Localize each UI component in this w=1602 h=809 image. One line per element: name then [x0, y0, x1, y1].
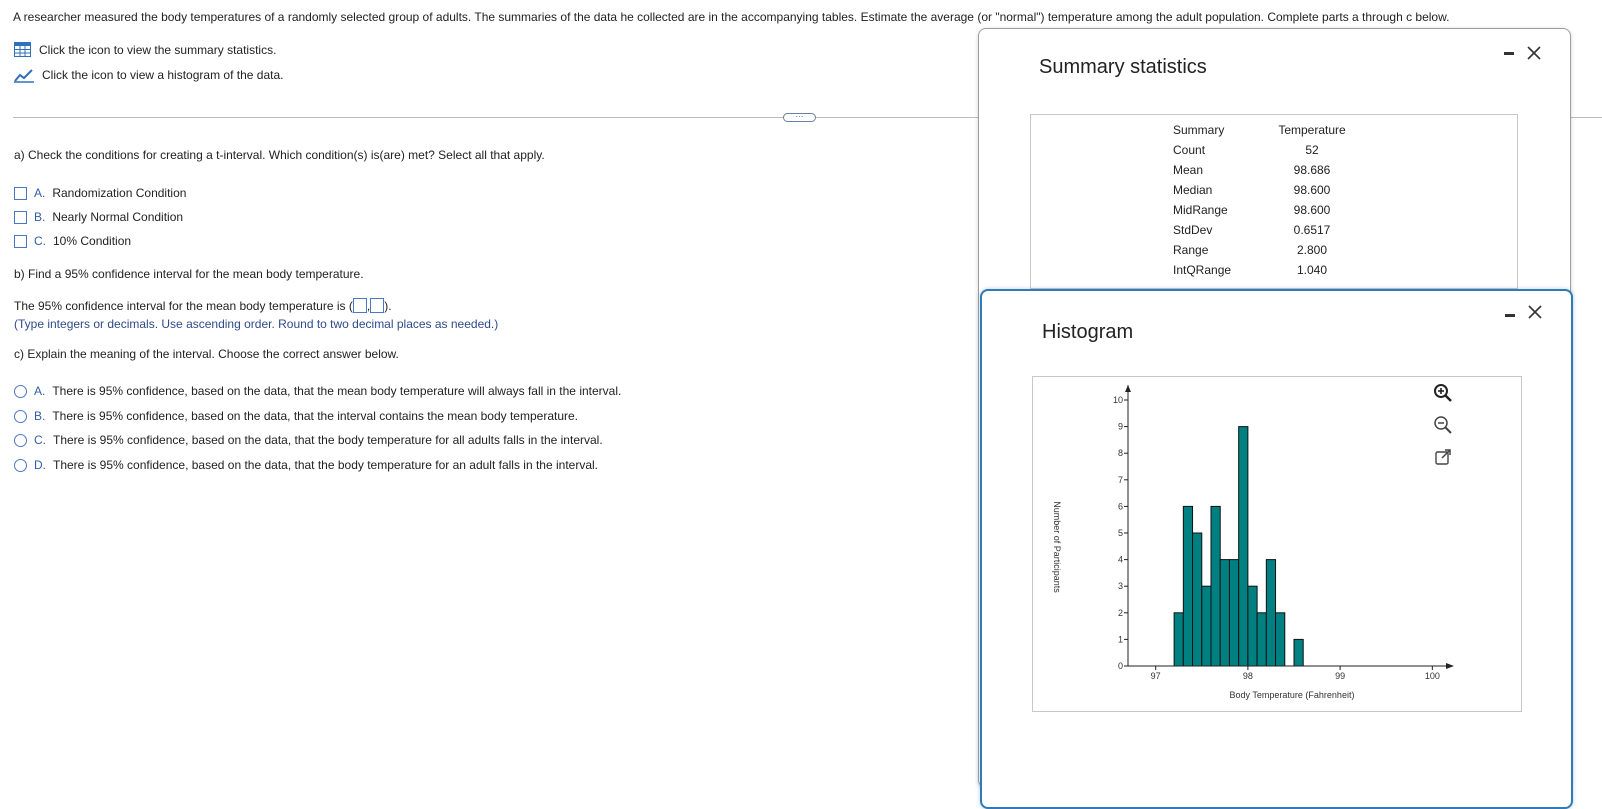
close-icon[interactable] — [1527, 46, 1541, 60]
y-tick-label: 9 — [1117, 421, 1123, 432]
stats-row — [1031, 163, 1517, 183]
option-text: Randomization Condition — [52, 186, 187, 200]
stat-name: Count — [1173, 143, 1206, 157]
chart-line-icon[interactable] — [14, 67, 34, 83]
x-axis-label: Body Temperature (Fahrenheit) — [1229, 690, 1355, 700]
option-letter: A. — [34, 186, 46, 200]
part-a-prompt: a) Check the conditions for creating a t-interval. Which condition(s) is(are) met? Select all that apply. — [14, 148, 545, 162]
stats-row — [1031, 243, 1517, 263]
y-tick-label: 0 — [1117, 661, 1123, 671]
stat-value: 98.600 — [1293, 203, 1331, 217]
histogram-bar — [1211, 506, 1220, 666]
x-tick-label: 97 — [1150, 671, 1161, 681]
x-tick-label: 100 — [1424, 671, 1440, 681]
histogram-bar — [1183, 506, 1192, 666]
stat-value: 98.686 — [1293, 163, 1331, 177]
radio-option-b[interactable] — [14, 409, 578, 423]
y-tick-label: 5 — [1117, 528, 1123, 538]
y-tick-label: 3 — [1117, 581, 1123, 592]
stats-row — [1031, 143, 1517, 163]
ci-sentence-comma: , — [366, 298, 371, 313]
histogram-bar — [1220, 560, 1229, 666]
option-letter: D. — [34, 458, 46, 472]
minimize-icon[interactable] — [1504, 52, 1514, 55]
stats-row — [1031, 263, 1517, 283]
stat-name: Range — [1173, 243, 1209, 257]
option-letter: C. — [34, 234, 46, 248]
stat-name: StdDev — [1173, 223, 1213, 237]
stat-value: 0.6517 — [1293, 223, 1331, 237]
histogram-bar — [1266, 560, 1275, 666]
part-b-prompt: b) Find a 95% confidence interval for the mean body temperature. — [14, 267, 364, 281]
checkbox[interactable] — [14, 235, 27, 248]
y-axis-label: Number of Participants — [1052, 501, 1062, 593]
y-tick-label: 10 — [1112, 395, 1123, 405]
radio-button[interactable] — [14, 434, 27, 447]
checkbox-option-b[interactable] — [14, 210, 183, 224]
dialog-title: Histogram — [1042, 321, 1134, 343]
y-tick-label: 1 — [1117, 634, 1123, 645]
histogram-bar — [1276, 613, 1285, 666]
option-text: Nearly Normal Condition — [52, 210, 184, 224]
option-text: There is 95% confidence, based on the data, that the body temperature for an adult falls in the interval. — [53, 458, 599, 472]
option-letter: C. — [34, 433, 46, 447]
stats-row — [1031, 203, 1517, 223]
x-tick-label: 99 — [1335, 671, 1346, 681]
table-icon[interactable] — [14, 42, 31, 57]
minimize-icon[interactable] — [1505, 314, 1515, 317]
summary-stats-table — [1030, 114, 1518, 289]
y-tick-label: 4 — [1117, 554, 1123, 565]
stat-name: Median — [1173, 183, 1213, 197]
stats-header-row — [1031, 123, 1517, 143]
ci-answer-row — [14, 298, 392, 313]
radio-button[interactable] — [14, 385, 27, 398]
stat-value: 2.800 — [1296, 243, 1328, 257]
stat-name: Mean — [1173, 163, 1204, 177]
stat-name: IntQRange — [1173, 263, 1232, 277]
histogram-bar — [1239, 427, 1248, 666]
radio-button[interactable] — [14, 459, 27, 472]
ci-sentence-start: The 95% confidence interval for the mean body temperature is ( — [14, 298, 353, 313]
expand-ellipsis-button[interactable]: ··· — [783, 113, 816, 122]
radio-option-a[interactable] — [14, 384, 621, 398]
checkbox-option-c[interactable] — [14, 234, 131, 248]
histogram-bar — [1257, 613, 1266, 666]
y-tick-label: 8 — [1117, 448, 1123, 459]
stat-value: 1.040 — [1296, 263, 1328, 277]
zoom-in-icon[interactable] — [1433, 383, 1453, 403]
ci-sentence-end: ). — [384, 298, 392, 313]
option-text: There is 95% confidence, based on the data, that the mean body temperature will always fall in the interval. — [52, 384, 622, 398]
stats-row — [1031, 223, 1517, 243]
zoom-out-icon[interactable] — [1433, 415, 1453, 435]
ci-upper-input[interactable] — [370, 298, 384, 313]
part-c-prompt: c) Explain the meaning of the interval. Choose the correct answer below. — [14, 347, 399, 361]
histogram-bar — [1193, 533, 1202, 666]
checkbox-option-a[interactable] — [14, 186, 186, 200]
answer-format-note: (Type integers or decimals. Use ascending order. Round to two decimal places as needed.) — [14, 317, 499, 331]
option-text: There is 95% confidence, based on the data, that the body temperature for all adults falls in the interval. — [53, 433, 603, 447]
y-tick-label: 2 — [1117, 607, 1123, 618]
histogram-bar — [1202, 586, 1211, 666]
histogram-bar — [1248, 586, 1257, 666]
summary-stats-link-text[interactable]: Click the icon to view the summary statistics. — [39, 42, 277, 57]
histogram-link-text[interactable]: Click the icon to view a histogram of the data. — [42, 68, 284, 82]
open-external-icon[interactable] — [1433, 447, 1453, 467]
histogram-bar — [1294, 639, 1303, 666]
stat-value: 52 — [1305, 143, 1319, 157]
y-axis-arrow — [1125, 385, 1131, 392]
option-text: There is 95% confidence, based on the data, that the interval contains the mean body temperature. — [52, 409, 579, 423]
question-text: A researcher measured the body temperatures of a randomly selected group of adults. The summaries of the data he collected are in the accompanying tables. Estimate the average (or "normal") temperature among the adult population. Complete parts a through c below. — [13, 10, 1450, 24]
y-tick-label: 7 — [1117, 474, 1123, 485]
option-letter: B. — [34, 409, 46, 423]
option-text: 10% Condition — [53, 234, 132, 248]
stats-header-temperature: Temperature — [1278, 123, 1346, 137]
histogram-chart-panel — [1032, 376, 1522, 712]
radio-button[interactable] — [14, 410, 27, 423]
stats-header-summary: Summary — [1173, 123, 1225, 137]
histogram-link[interactable] — [14, 67, 283, 83]
stats-row — [1031, 183, 1517, 203]
y-tick-label: 6 — [1117, 501, 1123, 512]
option-letter: B. — [34, 210, 46, 224]
dialog-title: Summary statistics — [1039, 56, 1207, 78]
summary-stats-link[interactable] — [14, 42, 276, 57]
close-icon[interactable] — [1528, 305, 1542, 319]
checkbox[interactable] — [14, 187, 27, 200]
x-axis-arrow — [1446, 663, 1454, 669]
histogram-bar — [1174, 613, 1183, 666]
checkbox[interactable] — [14, 211, 27, 224]
radio-option-c[interactable] — [14, 433, 603, 447]
radio-option-d[interactable] — [14, 458, 598, 472]
x-tick-label: 98 — [1242, 671, 1253, 681]
stat-value: 98.600 — [1293, 183, 1331, 197]
option-letter: A. — [34, 384, 46, 398]
ci-lower-input[interactable] — [353, 298, 367, 313]
stat-name: MidRange — [1173, 203, 1228, 217]
histogram-bar — [1229, 560, 1238, 666]
